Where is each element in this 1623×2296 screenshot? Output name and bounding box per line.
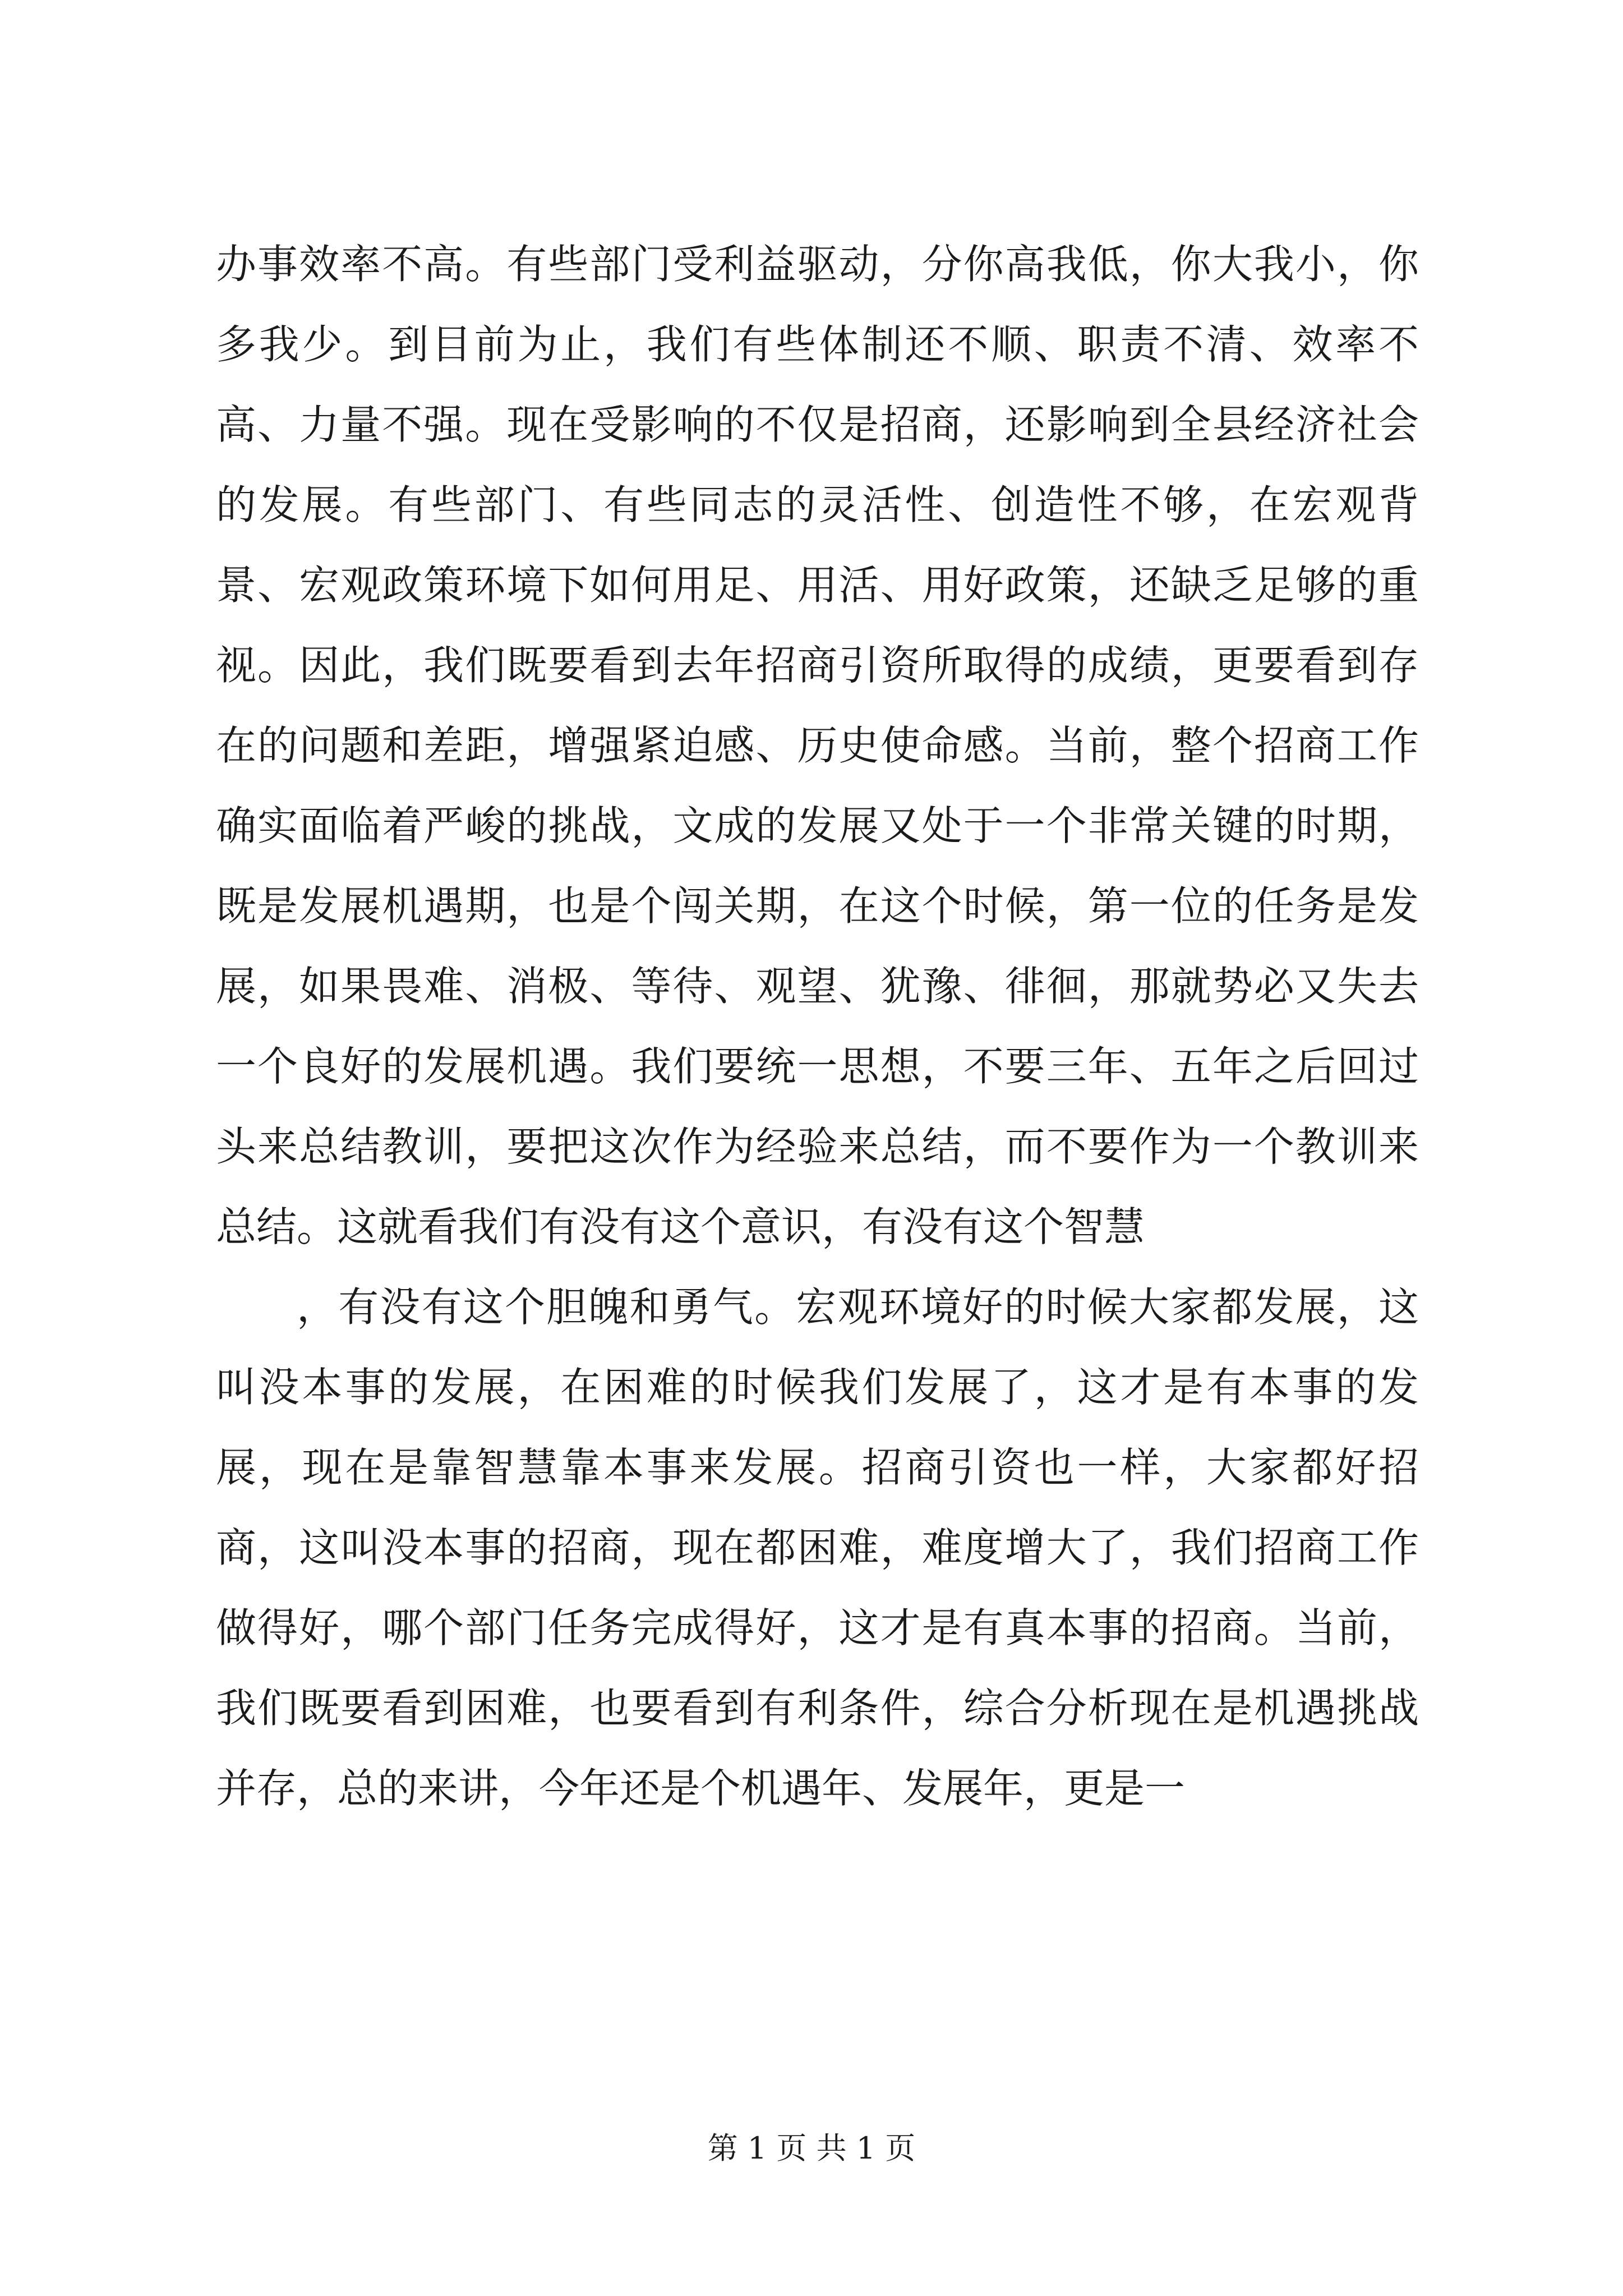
document-body bbox=[216, 224, 1419, 1829]
paragraph-1: 办事效率不高。有些部门受利益驱动，分你高我低，你大我小，你多我少。到目前为止，我们有些体制还不顺、职责不清、效率不高、力量不强。现在受影响的不仅是招商，还影响到全县经济社会的发展。有些部门、有些同志的灵活性、创造性不够，在宏观背景、宏观政策环境下如何用足、用活、用好政策，还缺乏足够的重视。因此，我们既要看到去年招商引资所取得的成绩，更要看到存在的问题和差距，增强紧迫感、历史使命感。当前，整个招商工作确实面临着严峻的挑战，文成的发展又处于一个非常关键的时期，既是发展机遇期，也是个闯关期，在这个时候，第一位的任务是发展，如果畏难、消极、等待、观望、犹豫、徘徊，那就势必又失去一个良好的发展机遇。我们要统一思想，不要三年、五年之后回过头来总结教训，要把这次作为经验来总结，而不要作为一个教训来总结。这就看我们有没有这个意识，有没有这个智慧 bbox=[216, 241, 1419, 1250]
page-footer: 第 1 页 共 1 页 bbox=[707, 2131, 916, 2166]
paragraph-2: ，有没有这个胆魄和勇气。宏观环境好的时候大家都发展，这叫没本事的发展，在困难的时候我们发展了，这才是有本事的发展，现在是靠智慧靠本事来发展。招商引资也一样，大家都好招商，这叫没本事的招商，现在都困难，难度增大了，我们招商工作做得好，哪个部门任务完成得好，这才是有真本事的招商。当前，我们既要看到困难，也要看到有利条件，综合分析现在是机遇挑战并存，总的来讲，今年还是个机遇年、发展年，更是一 bbox=[216, 1283, 1419, 1812]
